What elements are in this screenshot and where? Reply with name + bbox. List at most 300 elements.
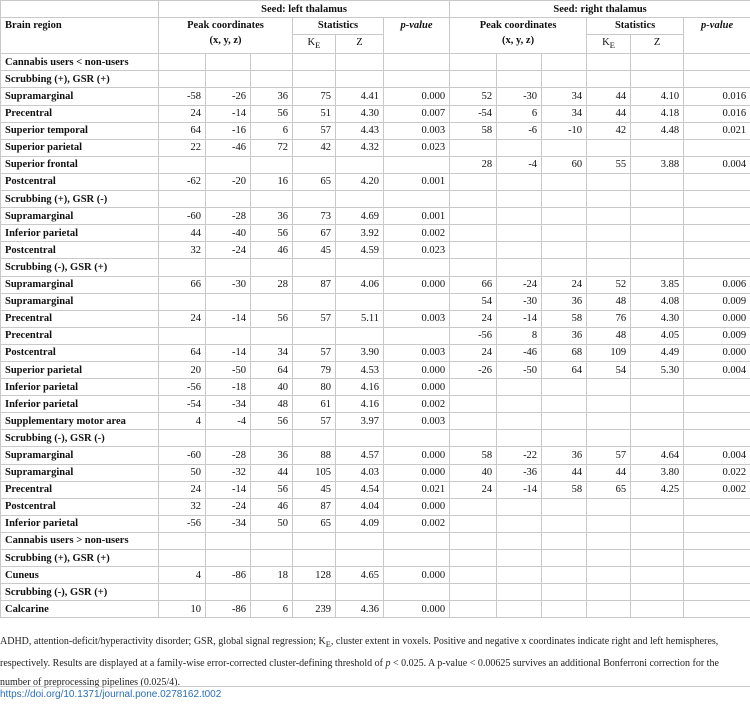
- left-ke-cell: [293, 327, 336, 344]
- right-x-cell: 58: [450, 447, 497, 464]
- empty-cell: [336, 54, 384, 71]
- right-z-cell: [542, 601, 587, 618]
- section-label: Scrubbing (+), GSR (-): [1, 191, 159, 208]
- left-p-value-cell: 0.000: [384, 88, 450, 105]
- empty-cell: [542, 259, 587, 276]
- statistics-header-left: Statistics: [293, 18, 384, 35]
- left-p-value-cell: 0.000: [384, 379, 450, 396]
- left-y-cell: -34: [206, 396, 251, 413]
- right-x-cell: [450, 567, 497, 584]
- right-y-cell: [497, 139, 542, 156]
- right-x-cell: 54: [450, 293, 497, 310]
- empty-cell: [497, 54, 542, 71]
- right-p-value-cell: [684, 208, 750, 225]
- empty-cell: [684, 191, 750, 208]
- left-x-cell: -56: [159, 515, 206, 532]
- right-ke-cell: 65: [587, 481, 631, 498]
- empty-cell: [336, 71, 384, 88]
- left-y-cell: -32: [206, 464, 251, 481]
- right-z-score-cell: 3.85: [631, 276, 684, 293]
- empty-cell: [631, 71, 684, 88]
- left-x-cell: 44: [159, 225, 206, 242]
- empty-cell: [206, 532, 251, 549]
- empty-cell: [542, 584, 587, 601]
- left-p-value-cell: 0.007: [384, 105, 450, 122]
- left-ke-cell: 239: [293, 601, 336, 618]
- right-p-value-cell: 0.016: [684, 105, 750, 122]
- left-p-value-cell: 0.000: [384, 361, 450, 378]
- left-x-cell: 64: [159, 344, 206, 361]
- right-z-cell: [542, 498, 587, 515]
- section-row: [1, 550, 750, 567]
- left-ke-cell: [293, 156, 336, 173]
- right-z-cell: [542, 139, 587, 156]
- seed-right-header: Seed: right thalamus: [450, 1, 750, 18]
- table-row: [1, 344, 750, 361]
- table-row: [1, 379, 750, 396]
- right-ke-cell: [587, 601, 631, 618]
- left-x-cell: -54: [159, 396, 206, 413]
- right-z-score-cell: [631, 515, 684, 532]
- right-p-value-cell: [684, 173, 750, 190]
- right-y-cell: [497, 173, 542, 190]
- left-z-cell: 28: [251, 276, 293, 293]
- left-z-cell: 50: [251, 515, 293, 532]
- right-ke-cell: [587, 515, 631, 532]
- table-body: [1, 54, 750, 618]
- right-z-cell: [542, 379, 587, 396]
- right-z-score-cell: 4.10: [631, 88, 684, 105]
- empty-cell: [159, 71, 206, 88]
- empty-cell: [159, 191, 206, 208]
- left-z-cell: 36: [251, 88, 293, 105]
- right-z-score-cell: [631, 396, 684, 413]
- section-label: Scrubbing (-), GSR (+): [1, 259, 159, 276]
- left-ke-cell: 128: [293, 567, 336, 584]
- empty-cell: [497, 191, 542, 208]
- peak-coordinates-header-right: Peak coordinates (x, y, z): [450, 18, 587, 54]
- empty-cell: [631, 430, 684, 447]
- left-x-cell: -60: [159, 208, 206, 225]
- right-z-score-cell: [631, 139, 684, 156]
- right-ke-cell: [587, 139, 631, 156]
- region-cell: Postcentral: [1, 344, 159, 361]
- left-z-cell: 36: [251, 208, 293, 225]
- right-x-cell: [450, 208, 497, 225]
- left-z-cell: 56: [251, 413, 293, 430]
- right-ke-cell: 44: [587, 105, 631, 122]
- left-z-cell: 40: [251, 379, 293, 396]
- region-cell: Inferior parietal: [1, 515, 159, 532]
- left-x-cell: 66: [159, 276, 206, 293]
- right-ke-cell: 42: [587, 122, 631, 139]
- z-header-left: Z: [336, 35, 384, 54]
- empty-cell: [384, 54, 450, 71]
- right-z-score-cell: [631, 498, 684, 515]
- left-y-cell: -14: [206, 105, 251, 122]
- table-row: [1, 122, 750, 139]
- right-x-cell: [450, 242, 497, 259]
- empty-cell: [587, 259, 631, 276]
- right-p-value-cell: 0.004: [684, 447, 750, 464]
- left-z-score-cell: 3.92: [336, 225, 384, 242]
- left-z-cell: 56: [251, 225, 293, 242]
- left-z-score-cell: 4.57: [336, 447, 384, 464]
- left-p-value-cell: 0.003: [384, 310, 450, 327]
- left-y-cell: -14: [206, 344, 251, 361]
- left-y-cell: -28: [206, 447, 251, 464]
- left-z-score-cell: 4.06: [336, 276, 384, 293]
- right-y-cell: -36: [497, 464, 542, 481]
- empty-cell: [497, 430, 542, 447]
- right-p-value-cell: [684, 413, 750, 430]
- region-cell: Supramarginal: [1, 88, 159, 105]
- right-z-cell: 60: [542, 156, 587, 173]
- empty-cell: [587, 54, 631, 71]
- empty-cell: [159, 550, 206, 567]
- left-p-value-cell: 0.023: [384, 139, 450, 156]
- table-row: [1, 293, 750, 310]
- left-x-cell: 32: [159, 242, 206, 259]
- left-z-cell: [251, 327, 293, 344]
- empty-cell: [384, 191, 450, 208]
- ke-header-right: $K_E$: [587, 35, 631, 54]
- left-ke-cell: 80: [293, 379, 336, 396]
- right-ke-cell: [587, 498, 631, 515]
- empty-cell: [684, 550, 750, 567]
- left-z-score-cell: 4.69: [336, 208, 384, 225]
- p-value-header-right: p-value: [684, 18, 750, 54]
- region-cell: Precentral: [1, 310, 159, 327]
- empty-cell: [293, 191, 336, 208]
- region-cell: Inferior parietal: [1, 225, 159, 242]
- empty-cell: [293, 532, 336, 549]
- left-p-value-cell: 0.001: [384, 208, 450, 225]
- empty-cell: [684, 430, 750, 447]
- left-z-cell: 16: [251, 173, 293, 190]
- left-y-cell: -24: [206, 242, 251, 259]
- right-p-value-cell: 0.022: [684, 464, 750, 481]
- empty-cell: [542, 191, 587, 208]
- empty-cell: [206, 71, 251, 88]
- empty-cell: [587, 532, 631, 549]
- left-y-cell: -16: [206, 122, 251, 139]
- region-cell: Supplementary motor area: [1, 413, 159, 430]
- right-ke-cell: 54: [587, 361, 631, 378]
- empty-cell: [384, 430, 450, 447]
- left-ke-cell: 75: [293, 88, 336, 105]
- right-ke-cell: [587, 379, 631, 396]
- left-y-cell: [206, 156, 251, 173]
- right-p-value-cell: 0.000: [684, 344, 750, 361]
- section-label: Scrubbing (-), GSR (-): [1, 430, 159, 447]
- empty-cell: [206, 54, 251, 71]
- right-z-score-cell: [631, 379, 684, 396]
- right-x-cell: [450, 225, 497, 242]
- left-z-score-cell: 4.36: [336, 601, 384, 618]
- right-z-cell: 34: [542, 105, 587, 122]
- empty-cell: [684, 54, 750, 71]
- right-ke-cell: 44: [587, 464, 631, 481]
- right-p-value-cell: 0.016: [684, 88, 750, 105]
- region-cell: Superior parietal: [1, 361, 159, 378]
- table-row: [1, 498, 750, 515]
- right-y-cell: -6: [497, 122, 542, 139]
- table-row: [1, 481, 750, 498]
- left-p-value-cell: 0.000: [384, 498, 450, 515]
- left-p-value-cell: 0.001: [384, 173, 450, 190]
- left-p-value-cell: [384, 156, 450, 173]
- right-ke-cell: 76: [587, 310, 631, 327]
- right-z-score-cell: 4.30: [631, 310, 684, 327]
- right-z-score-cell: 3.88: [631, 156, 684, 173]
- right-y-cell: [497, 567, 542, 584]
- empty-cell: [384, 532, 450, 549]
- section-row: [1, 54, 750, 71]
- right-z-cell: [542, 413, 587, 430]
- left-p-value-cell: 0.000: [384, 447, 450, 464]
- table-row: [1, 242, 750, 259]
- left-z-score-cell: [336, 327, 384, 344]
- right-y-cell: 8: [497, 327, 542, 344]
- empty-cell: [587, 191, 631, 208]
- empty-cell: [336, 550, 384, 567]
- right-p-value-cell: 0.000: [684, 310, 750, 327]
- left-ke-cell: 65: [293, 173, 336, 190]
- left-z-cell: 46: [251, 242, 293, 259]
- right-x-cell: [450, 379, 497, 396]
- right-z-cell: 36: [542, 293, 587, 310]
- empty-cell: [497, 259, 542, 276]
- peak-coordinates-header-left: Peak coordinates (x, y, z): [159, 18, 293, 54]
- left-z-score-cell: [336, 293, 384, 310]
- right-x-cell: -54: [450, 105, 497, 122]
- region-cell: Supramarginal: [1, 447, 159, 464]
- right-y-cell: -14: [497, 481, 542, 498]
- right-ke-cell: [587, 173, 631, 190]
- left-ke-cell: 45: [293, 481, 336, 498]
- right-z-score-cell: 3.80: [631, 464, 684, 481]
- table-row: [1, 225, 750, 242]
- empty-cell: [450, 71, 497, 88]
- left-p-value-cell: 0.023: [384, 242, 450, 259]
- right-p-value-cell: [684, 567, 750, 584]
- right-y-cell: [497, 413, 542, 430]
- table-row: [1, 515, 750, 532]
- right-z-score-cell: 4.64: [631, 447, 684, 464]
- empty-cell: [450, 191, 497, 208]
- table-row: [1, 208, 750, 225]
- empty-cell: [497, 550, 542, 567]
- left-ke-cell: 87: [293, 498, 336, 515]
- right-x-cell: [450, 413, 497, 430]
- right-z-cell: 34: [542, 88, 587, 105]
- right-x-cell: [450, 515, 497, 532]
- empty-cell: [587, 584, 631, 601]
- left-y-cell: -14: [206, 310, 251, 327]
- left-z-score-cell: 4.03: [336, 464, 384, 481]
- right-p-value-cell: 0.009: [684, 293, 750, 310]
- right-z-cell: 68: [542, 344, 587, 361]
- left-y-cell: -40: [206, 225, 251, 242]
- left-p-value-cell: 0.000: [384, 601, 450, 618]
- left-ke-cell: 65: [293, 515, 336, 532]
- empty-cell: [384, 550, 450, 567]
- right-z-score-cell: 4.05: [631, 327, 684, 344]
- right-z-cell: [542, 225, 587, 242]
- empty-cell: [450, 584, 497, 601]
- left-y-cell: [206, 327, 251, 344]
- left-ke-cell: 57: [293, 310, 336, 327]
- empty-cell: [251, 532, 293, 549]
- left-ke-cell: 79: [293, 361, 336, 378]
- empty-cell: [293, 550, 336, 567]
- right-x-cell: 52: [450, 88, 497, 105]
- region-cell: Supramarginal: [1, 293, 159, 310]
- right-ke-cell: [587, 413, 631, 430]
- right-z-cell: [542, 567, 587, 584]
- left-ke-cell: 57: [293, 122, 336, 139]
- left-x-cell: 22: [159, 139, 206, 156]
- empty-cell: [336, 584, 384, 601]
- region-cell: Supramarginal: [1, 208, 159, 225]
- region-cell: Inferior parietal: [1, 379, 159, 396]
- right-y-cell: 6: [497, 105, 542, 122]
- left-x-cell: [159, 293, 206, 310]
- right-z-score-cell: 4.08: [631, 293, 684, 310]
- right-ke-cell: 109: [587, 344, 631, 361]
- left-z-cell: [251, 156, 293, 173]
- left-ke-cell: 42: [293, 139, 336, 156]
- table-row: [1, 310, 750, 327]
- right-y-cell: [497, 396, 542, 413]
- right-z-cell: 64: [542, 361, 587, 378]
- corner-cell: [1, 1, 159, 18]
- right-y-cell: [497, 379, 542, 396]
- left-z-score-cell: 4.54: [336, 481, 384, 498]
- empty-cell: [542, 430, 587, 447]
- empty-cell: [684, 584, 750, 601]
- right-z-score-cell: [631, 225, 684, 242]
- right-y-cell: -46: [497, 344, 542, 361]
- right-ke-cell: 48: [587, 293, 631, 310]
- left-z-cell: 34: [251, 344, 293, 361]
- empty-cell: [336, 259, 384, 276]
- right-ke-cell: 52: [587, 276, 631, 293]
- right-x-cell: 24: [450, 481, 497, 498]
- left-y-cell: -24: [206, 498, 251, 515]
- left-z-score-cell: 4.30: [336, 105, 384, 122]
- region-cell: Supramarginal: [1, 464, 159, 481]
- left-z-cell: 56: [251, 310, 293, 327]
- empty-cell: [450, 259, 497, 276]
- right-ke-cell: [587, 567, 631, 584]
- left-z-score-cell: 4.16: [336, 396, 384, 413]
- right-ke-cell: [587, 208, 631, 225]
- right-x-cell: 28: [450, 156, 497, 173]
- left-z-score-cell: 4.20: [336, 173, 384, 190]
- right-p-value-cell: 0.021: [684, 122, 750, 139]
- left-x-cell: 10: [159, 601, 206, 618]
- right-y-cell: [497, 225, 542, 242]
- empty-cell: [587, 71, 631, 88]
- left-p-value-cell: 0.003: [384, 344, 450, 361]
- right-y-cell: -30: [497, 293, 542, 310]
- left-y-cell: -14: [206, 481, 251, 498]
- right-z-cell: [542, 208, 587, 225]
- right-x-cell: 40: [450, 464, 497, 481]
- left-y-cell: -86: [206, 567, 251, 584]
- left-x-cell: [159, 327, 206, 344]
- right-z-cell: 24: [542, 276, 587, 293]
- left-z-score-cell: 4.65: [336, 567, 384, 584]
- brain-region-header: Brain region: [1, 18, 159, 54]
- right-z-score-cell: [631, 242, 684, 259]
- z-header-right: Z: [631, 35, 684, 54]
- left-p-value-cell: 0.003: [384, 122, 450, 139]
- left-p-value-cell: 0.003: [384, 413, 450, 430]
- right-p-value-cell: [684, 379, 750, 396]
- left-z-score-cell: 4.43: [336, 122, 384, 139]
- left-x-cell: 50: [159, 464, 206, 481]
- empty-cell: [384, 259, 450, 276]
- right-y-cell: [497, 208, 542, 225]
- table-row: [1, 413, 750, 430]
- right-x-cell: [450, 396, 497, 413]
- right-y-cell: -22: [497, 447, 542, 464]
- left-z-score-cell: 4.32: [336, 139, 384, 156]
- empty-cell: [384, 71, 450, 88]
- left-z-score-cell: 3.90: [336, 344, 384, 361]
- region-cell: Postcentral: [1, 498, 159, 515]
- empty-cell: [206, 430, 251, 447]
- right-x-cell: 66: [450, 276, 497, 293]
- left-ke-cell: 87: [293, 276, 336, 293]
- table-row: [1, 464, 750, 481]
- right-ke-cell: 55: [587, 156, 631, 173]
- right-p-value-cell: [684, 601, 750, 618]
- right-y-cell: [497, 515, 542, 532]
- right-z-score-cell: [631, 173, 684, 190]
- empty-cell: [631, 584, 684, 601]
- section-label: Scrubbing (+), GSR (+): [1, 71, 159, 88]
- empty-cell: [450, 532, 497, 549]
- left-z-cell: 56: [251, 105, 293, 122]
- right-z-score-cell: [631, 601, 684, 618]
- right-ke-cell: [587, 242, 631, 259]
- section-label: Scrubbing (+), GSR (+): [1, 550, 159, 567]
- doi-divider: [0, 686, 750, 687]
- section-label: Cannabis users < non-users: [1, 54, 159, 71]
- left-x-cell: 32: [159, 498, 206, 515]
- left-ke-cell: 57: [293, 344, 336, 361]
- right-z-score-cell: [631, 567, 684, 584]
- region-cell: Superior temporal: [1, 122, 159, 139]
- left-x-cell: 64: [159, 122, 206, 139]
- left-z-score-cell: 4.41: [336, 88, 384, 105]
- empty-cell: [159, 430, 206, 447]
- right-z-cell: -10: [542, 122, 587, 139]
- empty-cell: [684, 532, 750, 549]
- right-x-cell: -26: [450, 361, 497, 378]
- section-row: [1, 191, 750, 208]
- section-row: [1, 430, 750, 447]
- empty-cell: [587, 430, 631, 447]
- left-y-cell: -4: [206, 413, 251, 430]
- doi-link[interactable]: https://doi.org/10.1371/journal.pone.0278162.t002: [0, 689, 222, 700]
- left-x-cell: 20: [159, 361, 206, 378]
- empty-cell: [251, 191, 293, 208]
